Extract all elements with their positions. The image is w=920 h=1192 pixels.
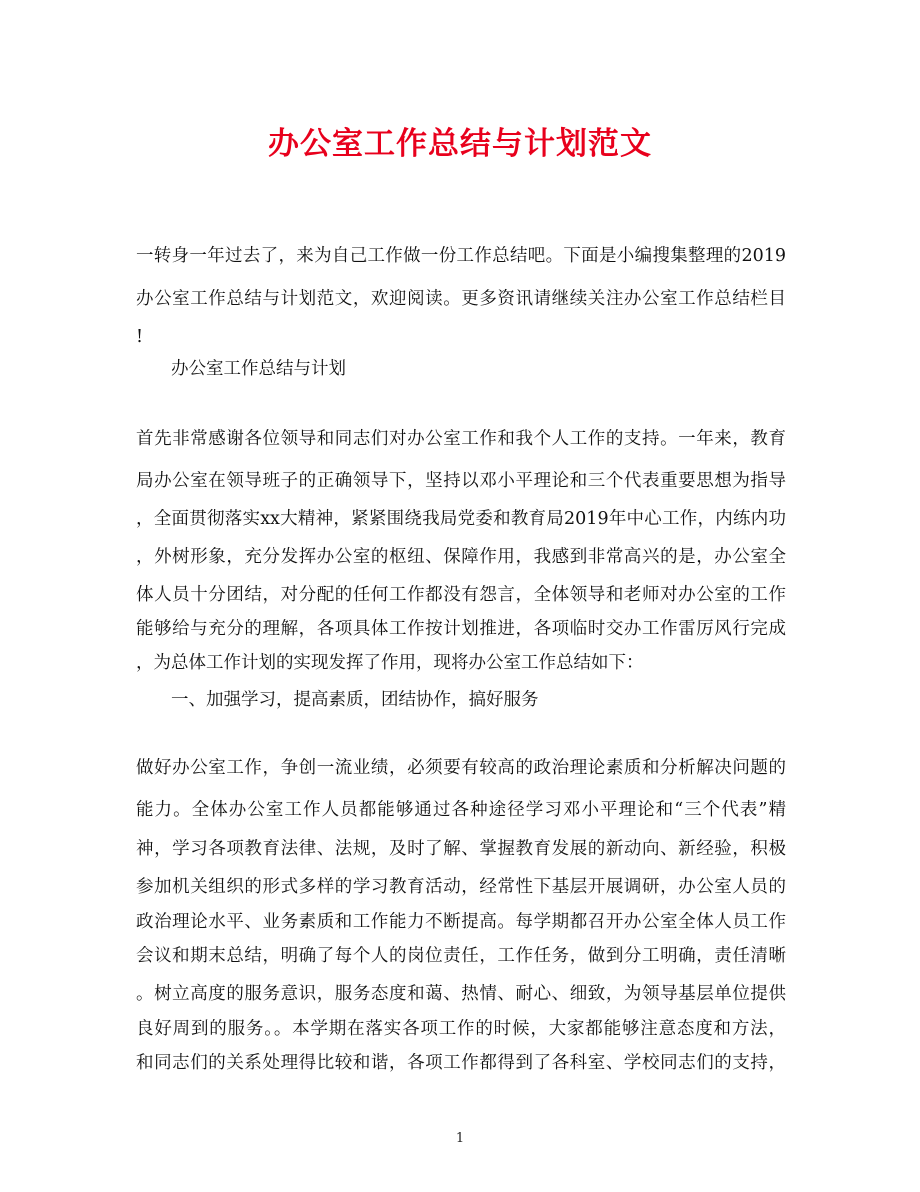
intro-line: !	[136, 327, 144, 347]
paragraph-line: 良好周到的服务。。本学期在落实各项工作的时候，大家都能够注意态度和方法，	[136, 1019, 786, 1039]
paragraph-line: 政治理论水平、业务素质和工作能力不断提高。每学期都召开办公室全体人员工作	[136, 912, 786, 932]
page-number: 1	[455, 1131, 465, 1146]
paragraph-line: ，全面贯彻落实xx大精神，紧紧围绕我局党委和教育局2019年中心工作，内练内功	[136, 509, 786, 529]
paragraph-line: 能力。全体办公室工作人员都能够通过各种途径学习邓小平理论和“三个代表”精	[136, 800, 786, 820]
paragraph-line: ，外树形象，充分发挥办公室的枢纽、保障作用，我感到非常高兴的是，办公室全	[136, 547, 786, 567]
paragraph-line: ，为总体工作计划的实现发挥了作用，现将办公室工作总结如下：	[136, 653, 644, 673]
intro-line: 办公室工作总结与计划范文，欢迎阅读。更多资讯请继续关注办公室工作总结栏目	[136, 289, 786, 309]
paragraph-line: 首先非常感谢各位领导和同志们对办公室工作和我个人工作的支持。一年来，教育	[136, 429, 786, 449]
paragraph-line: 参加机关组织的形式多样的学习教育活动，经常性下基层开展调研，办公室人员的	[136, 877, 786, 897]
section-heading: 一、加强学习，提高素质，团结协作，搞好服务	[171, 690, 539, 710]
paragraph-line: 局办公室在领导班子的正确领导下，坚持以邓小平理论和三个代表重要思想为指导	[136, 471, 786, 491]
intro-line: 一转身一年过去了，来为自己工作做一份工作总结吧。下面是小编搜集整理的2019	[136, 246, 786, 266]
paragraph-line: 。树立高度的服务意识，服务态度和蔼、热情、耐心、细致，为领导基层单位提供	[136, 984, 786, 1004]
paragraph-line: 体人员十分团结，对分配的任何工作都没有怨言，全体领导和老师对办公室的工作	[136, 585, 786, 605]
paragraph-line: 和同志们的关系处理得比较和谐，各项工作都得到了各科室、学校同志们的支持，	[136, 1053, 786, 1073]
paragraph-line: 会议和期末总结，明确了每个人的岗位责任，工作任务，做到分工明确，责任清晰	[136, 946, 786, 966]
paragraph-line: 神，学习各项教育法律、法规，及时了解、掌握教育发展的新动向、新经验，积极	[136, 839, 786, 859]
document-title: 办公室工作总结与计划范文	[268, 126, 652, 162]
paragraph-line: 做好办公室工作，争创一流业绩，必须要有较高的政治理论素质和分析解决问题的	[136, 758, 786, 778]
section-subtitle: 办公室工作总结与计划	[171, 359, 346, 379]
paragraph-line: 能够给与充分的理解，各项具体工作按计划推进，各项临时交办工作雷厉风行完成	[136, 619, 786, 639]
